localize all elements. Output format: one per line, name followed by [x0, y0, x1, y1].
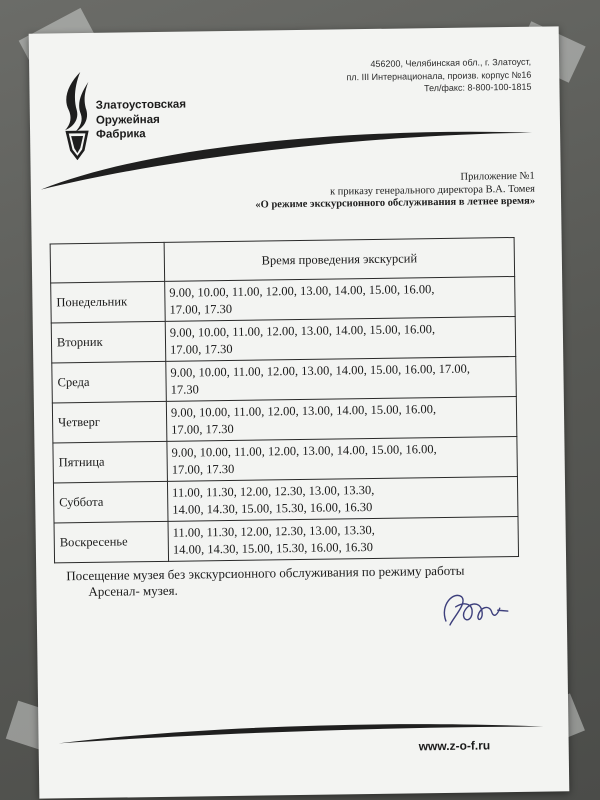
table-row: [52, 396, 517, 442]
address-line: пл. III Интернационала, произв. корпус №16: [346, 69, 532, 82]
times-line: 17.00, 17.30: [169, 301, 233, 317]
weekday-cell: Четверг: [52, 401, 167, 443]
appendix-line: Приложение №1: [460, 170, 535, 183]
handwritten-signature: [431, 582, 522, 633]
address-line: 456200, Челябинская обл., г. Златоуст,: [370, 56, 532, 69]
times-line: 9.00, 10.00, 11.00, 12.00, 13.00, 14.00, 15.00, 16.00,: [169, 321, 436, 340]
times-line: 9.00, 10.00, 11.00, 12.00, 13.00, 14.00, 15.00, 16.00,: [170, 401, 437, 420]
times-line: 17.30: [170, 381, 199, 397]
company-name-line: Оружейная: [95, 113, 160, 127]
table-row: [51, 316, 516, 362]
website-url: www.z-o-f.ru: [418, 738, 491, 754]
times-line: 14.00, 14.30, 15.00, 15.30, 16.00, 16.30: [172, 499, 373, 517]
times-line: 14.00, 14.30, 15.00, 15.30, 16.00, 16.30: [172, 539, 373, 557]
times-cell: [167, 476, 518, 521]
company-address: [329, 56, 532, 96]
times-line: 17.00, 17.30: [171, 421, 234, 437]
times-line: 17.00, 17.30: [170, 341, 233, 357]
notice-sheet: [29, 26, 570, 798]
times-cell: [166, 356, 517, 401]
weekday-cell: Среда: [52, 361, 167, 403]
times-line: 9.00, 10.00, 11.00, 12.00, 13.00, 14.00, 15.00, 16.00,: [169, 281, 435, 300]
appendix-line: к приказу генерального директора В.А. Томея: [329, 183, 535, 198]
excursion-schedule-table: [50, 237, 519, 563]
times-cell: [167, 436, 518, 481]
table-row: [53, 476, 518, 522]
company-name-line: Фабрика: [96, 128, 146, 141]
weekday-cell: Суббота: [53, 481, 168, 523]
table-row: [54, 516, 519, 562]
times-cell: [168, 516, 519, 561]
table-header-row: [50, 237, 514, 282]
times-cell: [165, 276, 516, 321]
times-line: 11.00, 11.30, 12.00, 12.30, 13.00, 13.30,: [172, 482, 375, 500]
times-cell: [165, 316, 516, 361]
times-line: 9.00, 10.00, 11.00, 12.00, 13.00, 14.00, 15.00, 16.00, 17.00,: [170, 361, 471, 380]
times-line: 9.00, 10.00, 11.00, 12.00, 13.00, 14.00, 15.00, 16.00,: [171, 441, 437, 460]
times-line: 11.00, 11.30, 12.00, 12.30, 13.00, 13.30,: [172, 522, 375, 540]
weekday-cell: Понедельник: [51, 281, 166, 323]
appendix-order-title: «О режиме экскурсионного обслуживания в летнее время»: [255, 195, 536, 211]
note-line: Посещение музея без экскурсионного обслуживания по режиму работы: [66, 562, 465, 584]
times-line: 17.00, 17.30: [171, 461, 235, 477]
weekday-cell: Воскресенье: [54, 521, 169, 563]
weekday-cell: Пятница: [53, 441, 168, 483]
times-cell: [166, 396, 517, 441]
table-corner-cell: [50, 242, 165, 283]
table-column-header: Время проведения экскурсий: [164, 237, 515, 281]
table-row: [53, 436, 518, 482]
appendix-note: [201, 171, 535, 213]
table-row: [52, 356, 517, 402]
note-line: Арсенал- музея.: [88, 582, 178, 599]
table-row: [51, 276, 516, 322]
company-name-line: Златоустовская: [95, 98, 187, 112]
address-line: Тел/факс: 8-800-100-1815: [423, 81, 532, 94]
weekday-cell: Вторник: [51, 321, 166, 363]
